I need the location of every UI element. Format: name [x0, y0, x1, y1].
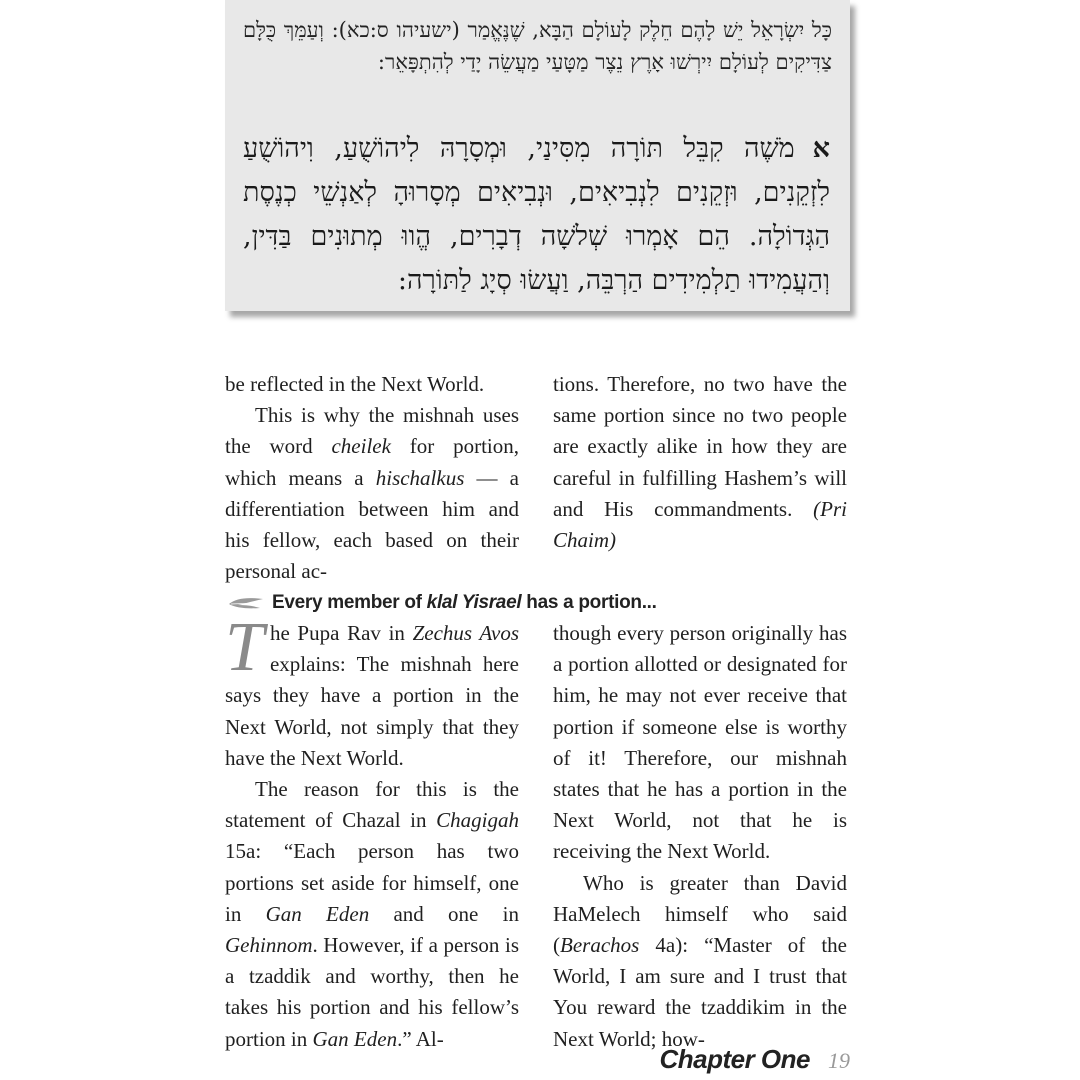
italic-term: Gan Eden — [312, 1026, 398, 1051]
hebrew-mishnah-body: מֹשֶׁה קִבֵּל תּוֹרָה מִסִּינַי, וּמְסָרָהּ לִיהוֹשֻׁעַ, וִיהוֹשֻׁעַ לִזְקֵנִים, וּזְקֵנִים לִנְבִיאִים, וּנְבִיאִים מְסָרוּהָ לְאַנְשֵׁי כְנֶסֶת הַגְּדוֹלָה. הֵם אָמְרוּ שְׁלשָׁה דְבָרִים, הֱווּ מְתוּנִים בַּדִּין, וְהַעֲמִידוּ תַלְמִידִים הַרְבֵּה, וַעֲשׂוּ סְיָג לַתּוֹרָה: — [243, 133, 830, 296]
paragraph-pupa-rav — [225, 609, 519, 774]
paragraph-cheilek — [225, 400, 519, 587]
text-run: tions. Therefore, no two have the same portion since no two people are exactly alike in how they are careful in fulfilling Hashem’s will and His commandments. — [553, 372, 847, 521]
text-run: and one in — [369, 901, 519, 926]
page-footer — [659, 1044, 850, 1080]
text-run: .” Al- — [397, 1026, 444, 1051]
italic-term: hischalkus — [375, 465, 465, 490]
section-heading — [228, 588, 657, 618]
paragraph-chagigah — [225, 774, 519, 1055]
paragraph-continuation: be reflected in the Next World. — [225, 372, 485, 396]
text-run: Every member of — [272, 592, 427, 613]
paragraph-david-hamelech — [553, 868, 847, 1055]
chapter-title: Chapter One — [659, 1044, 810, 1074]
bottom-right-column — [553, 618, 847, 1055]
page-number: 19 — [828, 1048, 850, 1073]
text-run: explains: The mishnah here says they have a portion in the Next World, not simply that they have the Next World. — [225, 652, 519, 770]
text-run: The reason for this is the statement of Chazal in — [225, 777, 519, 833]
bottom-left-column — [225, 609, 519, 1055]
text-run: — a differentiation between him and his fellow, each based on their personal ac- — [225, 465, 519, 584]
section-heading-text — [272, 588, 657, 618]
hebrew-mishnah-number: א — [812, 133, 830, 164]
text-run: . However, if a person is a tzaddik and worthy, then he takes his portion and his fellow’s portion in — [225, 933, 519, 1051]
top-left-column — [225, 369, 519, 587]
mishnah-hebrew-box — [225, 0, 850, 311]
hebrew-intro-text: כָּל יִשְׂרָאֵל יֵשׁ לָהֶם חֵלֶק לָעוֹלָם הַבָּא, שֶׁנֶּאֱמַר (ישעיהו ס:כא): וְעַמֵּךְ כֻּלָּם צַדִּיקִים לְעוֹלָם יִירְשׁוּ אָרֶץ נֵצֶר מַטָּעַי מַעֲשֵׂה יָדַי לְהִתְפָּאֵר: — [243, 18, 832, 74]
italic-term: klal Yisrael — [426, 592, 522, 613]
text-run: for portion, which means a — [225, 434, 519, 490]
source-citation: (Pri Chaim) — [553, 496, 847, 553]
italic-term: Gan Eden — [265, 901, 370, 926]
italic-term: Berachos — [560, 933, 640, 958]
text-run: 4a): “Master of the World, I am sure and I trust that You reward the tzaddikim in the Next World; how- — [553, 933, 847, 1051]
paragraph-continuation-right — [553, 369, 847, 556]
hebrew-mishnah-text — [243, 127, 830, 303]
paragraph-portion-allotted: though every person originally has a portion allotted or designated for him, he may not ever receive that portion if someone else is worthy of it! Therefore, our mishnah states that he has a portion in the Next World, not that he is receiving the Next World. — [553, 621, 847, 864]
text-run: 15a: “Each person has two portions set aside for himself, one in — [225, 839, 519, 926]
text-run: has a portion... — [521, 592, 657, 613]
top-right-column — [553, 369, 847, 556]
text-run: Who is greater than David HaMelech himself who said ( — [553, 870, 847, 958]
drop-cap: T — [225, 609, 264, 686]
italic-term: Chagigah — [436, 808, 519, 833]
italic-term: cheilek — [331, 434, 391, 459]
italic-term: Gehinnom — [225, 933, 313, 958]
text-run: This is why the mishnah uses the word — [225, 403, 519, 459]
italic-term: Zechus Avos — [412, 621, 519, 645]
text-run: he Pupa Rav in — [269, 621, 413, 645]
